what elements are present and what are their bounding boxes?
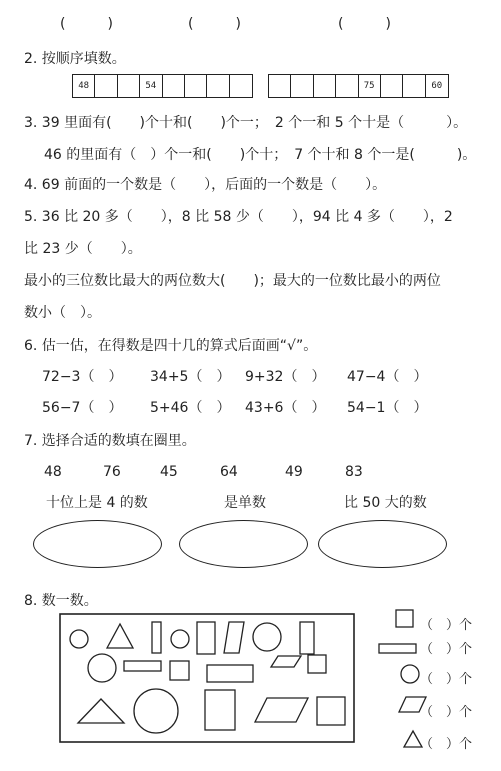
number-cell: 75 <box>359 75 381 97</box>
q6-expr-5: 56−7（ ） <box>42 400 123 416</box>
q7-label-tens-4: 十位上是 4 的数 <box>46 495 148 511</box>
rectangle-icon <box>379 644 416 653</box>
q3-line-2: 46 的里面有（ ）个一和( )个十； 7 个十和 8 个一是( )。 <box>44 147 477 163</box>
rectangle-shape <box>197 622 215 654</box>
q7-number: 76 <box>103 464 121 480</box>
q6-expr-7: 43+6（ ） <box>245 400 326 416</box>
q6-expr-3: 9+32（ ） <box>245 369 326 385</box>
count-parallelogram: （ ）个 <box>420 705 473 720</box>
q7-number: 48 <box>44 464 62 480</box>
q7-label-odd: 是单数 <box>224 495 266 511</box>
q6-expr-1: 72−3（ ） <box>42 369 123 385</box>
count-square: （ ）个 <box>420 618 473 633</box>
circle-icon <box>401 665 419 683</box>
q4-line: 4. 69 前面的一个数是（ ），后面的一个数是（ ）。 <box>24 177 387 193</box>
count-circle: （ ）个 <box>420 672 473 687</box>
number-cell: 48 <box>73 75 95 97</box>
q6-title: 6. 估一估，在得数是四十几的算式后面画“√”。 <box>24 338 318 354</box>
q7-label-gt-50: 比 50 大的数 <box>344 495 427 511</box>
top-paren-3: ( ) <box>338 16 391 32</box>
q6-expr-6: 5+46（ ） <box>150 400 231 416</box>
q7-number: 49 <box>285 464 303 480</box>
rectangle-shape <box>124 661 161 671</box>
top-paren-2: ( ) <box>188 16 241 32</box>
q6-expr-2: 34+5（ ） <box>150 369 231 385</box>
triangle-shape <box>78 699 124 723</box>
q7-number: 45 <box>160 464 178 480</box>
q5-line-4: 数小（ ）。 <box>24 305 101 321</box>
q3-line-1: 3. 39 里面有( )个十和( )个一； 2 个一和 5 个十是（ ）。 <box>24 115 468 131</box>
circle-shape <box>253 623 281 651</box>
rectangle-shape <box>207 665 253 682</box>
q7-number: 64 <box>220 464 238 480</box>
circle-shape <box>70 630 88 648</box>
square-shape <box>308 655 326 673</box>
q7-number: 83 <box>345 464 363 480</box>
square-shape <box>317 697 345 725</box>
rectangle-shape <box>205 690 235 730</box>
rectangle-shape <box>152 622 161 653</box>
parallelogram-shape <box>271 656 301 667</box>
number-cell: 54 <box>140 75 162 97</box>
q5-line-3: 最小的三位数比最大的两位数大( )；最大的一位数比最小的两位 <box>24 273 441 289</box>
triangle-shape <box>107 624 133 648</box>
square-icon <box>396 610 413 627</box>
circle-shape <box>88 654 116 682</box>
top-paren-1: ( ) <box>60 16 113 32</box>
rectangle-shape <box>300 622 314 654</box>
q2-title: 2. 按顺序填数。 <box>24 51 126 67</box>
q8-title: 8. 数一数。 <box>24 593 98 609</box>
circle-shape <box>134 689 178 733</box>
count-rectangle: （ ）个 <box>420 642 473 657</box>
square-shape <box>170 661 189 680</box>
count-triangle: （ ）个 <box>420 737 473 752</box>
number-cell: 60 <box>431 81 443 91</box>
q5-line-2: 比 23 少（ ）。 <box>24 241 142 257</box>
q7-title: 7. 选择合适的数填在圈里。 <box>24 433 196 449</box>
q6-expr-4: 47−4（ ） <box>347 369 428 385</box>
circle-shape <box>171 630 189 648</box>
q6-expr-8: 54−1（ ） <box>347 400 428 416</box>
parallelogram-shape <box>224 622 244 653</box>
q5-line-1: 5. 36 比 20 多（ ），8 比 58 少（ ），94 比 4 多（ ），2 <box>24 209 453 225</box>
parallelogram-shape <box>255 698 308 722</box>
